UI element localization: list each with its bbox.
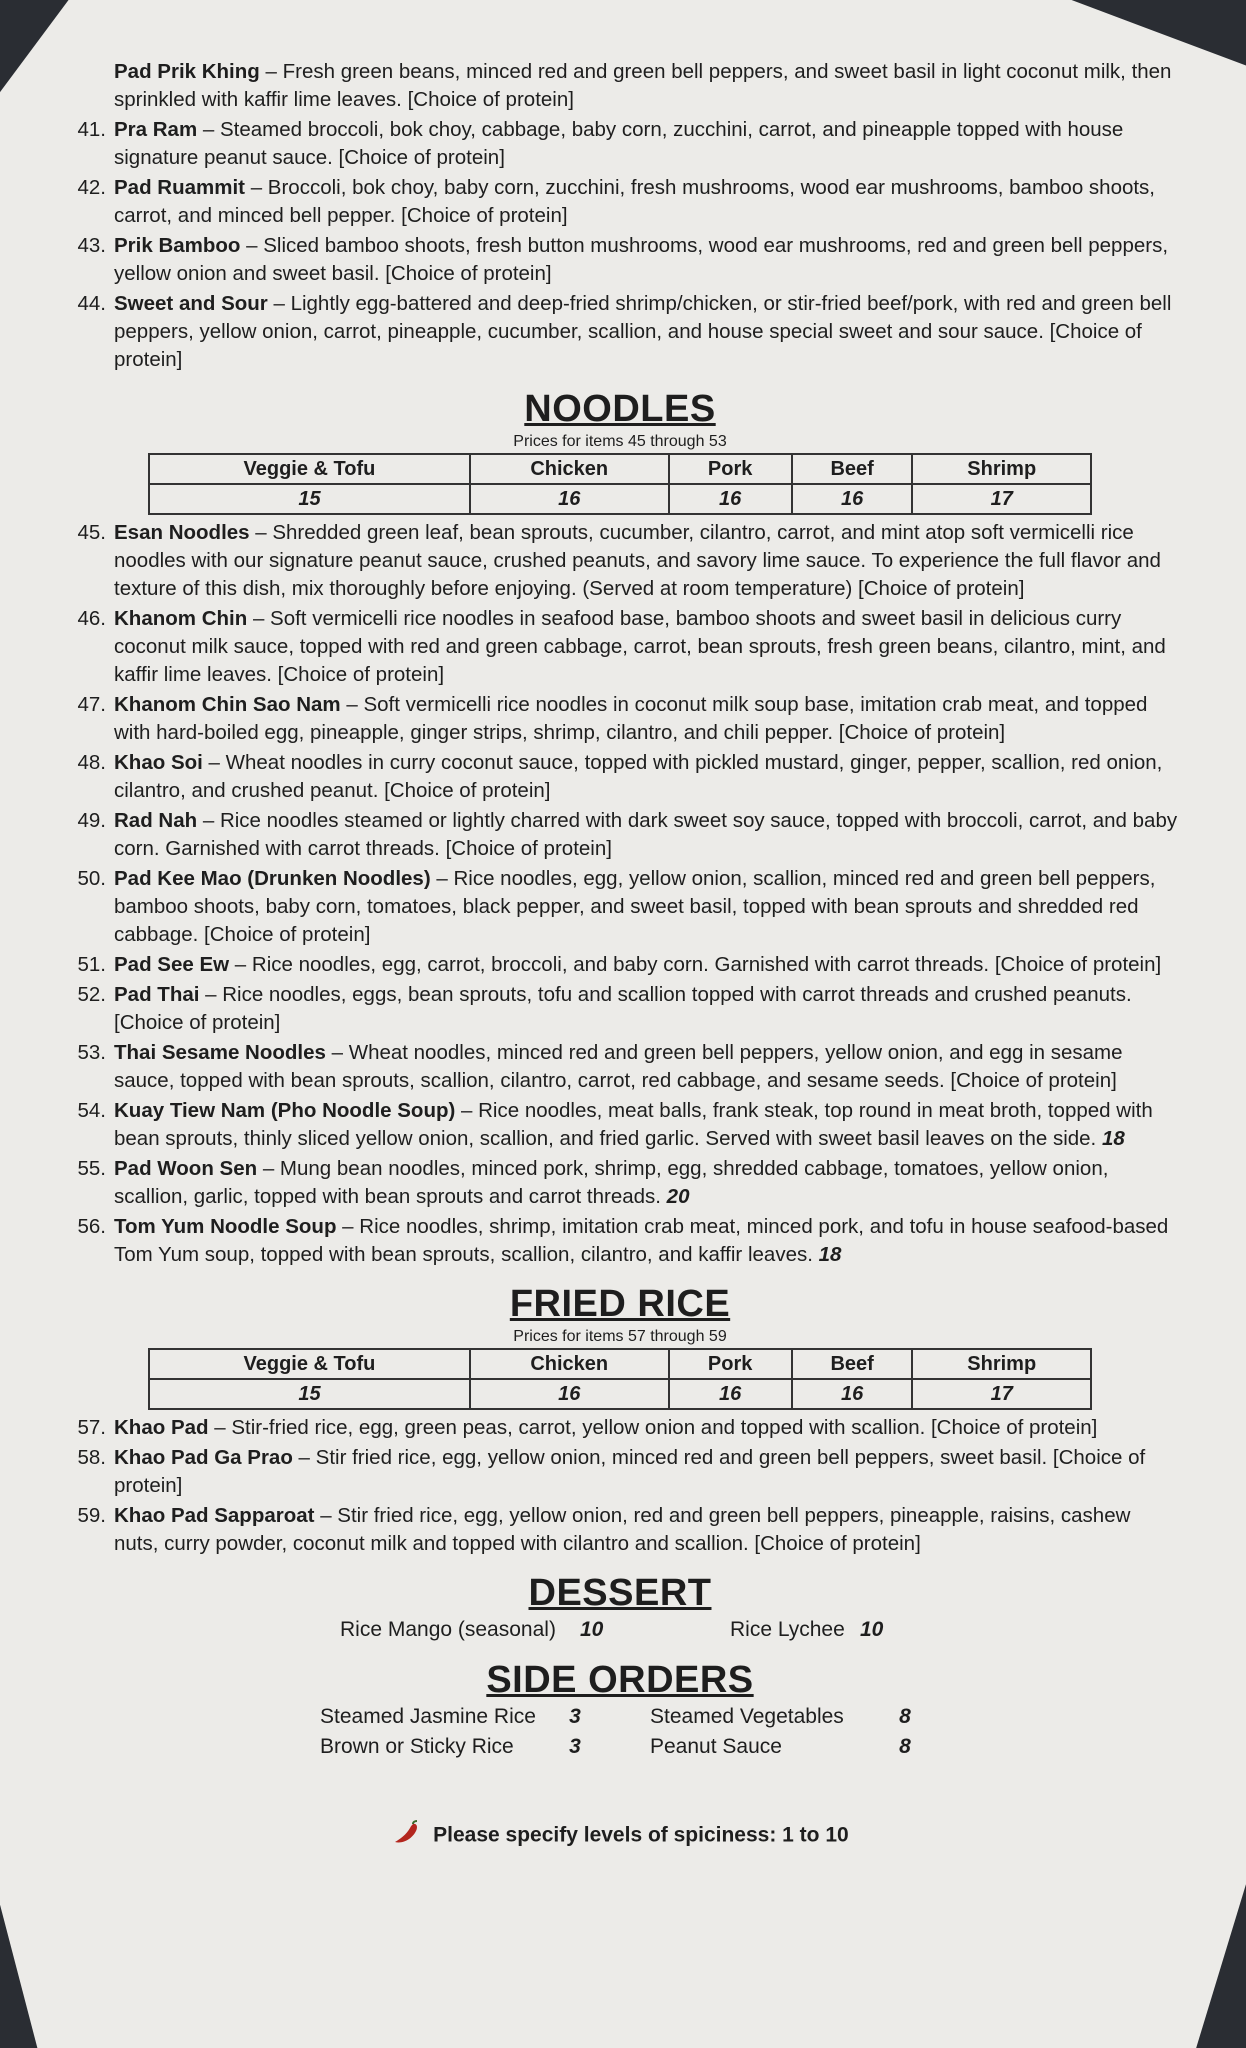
side-price: 8 [899, 1705, 911, 1728]
side-orders-title: SIDE ORDERS [486, 1659, 754, 1701]
item-name: Esan Noodles [114, 521, 250, 544]
price-value: 15 [149, 484, 470, 514]
price-value: 16 [470, 1379, 669, 1409]
item-description: – Sliced bamboo shoots, fresh button mushrooms, wood ear mushrooms, red and green bell peppers, yellow onion and sweet basil. [Choice of protein] [114, 234, 1169, 285]
item-description: – Broccoli, bok choy, baby corn, zucchini, fresh mushrooms, wood ear mushrooms, bamboo shoots, carrot, and minced bell pepper. [Choice of protein] [114, 176, 1156, 227]
price-value: 16 [470, 484, 669, 514]
item-name: Pra Ram [114, 118, 198, 141]
fried-rice-price-table [148, 1348, 1092, 1410]
item-number: 41. [77, 118, 106, 141]
price-header: Veggie & Tofu [149, 454, 470, 484]
item-number: 52. [77, 983, 106, 1006]
item-name: Pad Thai [114, 983, 200, 1006]
item-description: – Stir fried rice, egg, yellow onion, red and green bell peppers, pineapple, raisins, cashew nuts, curry powder, coconut milk and topped with cilantro and scallion. [Choice of protein] [114, 1504, 1131, 1555]
item-number: 47. [77, 693, 106, 716]
noodles-price-note: Prices for items 45 through 53 [513, 433, 727, 450]
menu-content [60, 58, 1180, 1852]
item-number: 49. [77, 809, 106, 832]
price-value: 16 [669, 484, 792, 514]
item-number: 58. [77, 1446, 106, 1469]
item-number: 45. [77, 521, 106, 544]
menu-item [60, 232, 1180, 288]
menu-item [60, 116, 1180, 172]
fried-rice-title: FRIED RICE [509, 1283, 731, 1325]
item-description: – Shredded green leaf, bean sprouts, cucumber, cilantro, carrot, and mint atop soft vermicelli rice noodles with our signature peanut sauce, crushed peanuts, and savory lime sauce. To experience the full flavor and texture of this dish, mix thoroughly before enjoying. (Served at room temperature) [Choice of protein] [114, 521, 1161, 600]
item-name: Pad Ruammit [114, 176, 245, 199]
item-description: – Rice noodles, egg, carrot, broccoli, and baby corn. Garnished with carrot threads. [Choice of protein] [229, 953, 1162, 976]
price-header: Shrimp [912, 454, 1091, 484]
price-header: Beef [792, 1349, 913, 1379]
price-header: Pork [669, 454, 792, 484]
item-name: Khanom Chin Sao Nam [114, 693, 341, 716]
price-value: 17 [912, 484, 1091, 514]
item-name: Pad See Ew [114, 953, 230, 976]
item-description: – Mung bean noodles, minced pork, shrimp, egg, shredded cabbage, tomatoes, yellow onion, scallion, garlic, topped with bean sprouts and carrot threads. [114, 1157, 1109, 1208]
menu-item [60, 1213, 1180, 1269]
side-row [60, 1702, 1180, 1732]
menu-item [60, 1097, 1180, 1153]
price-header: Shrimp [912, 1349, 1091, 1379]
item-name: Sweet and Sour [114, 292, 268, 315]
item-description: – Rice noodles, shrimp, imitation crab meat, minced pork, and tofu in house seafood-based Tom Yum soup, topped with bean sprouts, scallion, cilantro, and kaffir leaves. [114, 1215, 1169, 1266]
menu-item [60, 951, 1180, 979]
side-price: 3 [569, 1705, 581, 1728]
item-number: 59. [77, 1504, 106, 1527]
spiciness-text: Please specify levels of spiciness: 1 to 10 [433, 1823, 849, 1847]
item-number: 57. [77, 1416, 106, 1439]
item-name: Prik Bamboo [114, 234, 241, 257]
item-number: 43. [77, 234, 106, 257]
chili-pepper-icon [391, 1820, 421, 1852]
price-value: 15 [149, 1379, 470, 1409]
menu-item [60, 981, 1180, 1037]
item-name: Rad Nah [114, 809, 198, 832]
price-header: Pork [669, 1349, 792, 1379]
item-description: – Rice noodles, meat balls, frank steak, top round in meat broth, topped with bean sprouts, thinly sliced yellow onion, scallion, and fried garlic. Served with sweet basil leaves on the side. [114, 1099, 1153, 1150]
spiciness-note [60, 1820, 1180, 1852]
item-description: – Soft vermicelli rice noodles in seafood base, bamboo shoots and sweet basil in delicious curry coconut milk sauce, topped with red and green cabbage, carrot, bean sprouts, fresh green beans, cilantro, mint, and kaffir lime leaves. [Choice of protein] [114, 607, 1166, 686]
side-price: 8 [899, 1735, 911, 1758]
item-description: – Stir fried rice, egg, yellow onion, minced red and green bell peppers, sweet basil. [Choice of protein] [114, 1446, 1146, 1497]
item-number: 50. [77, 867, 106, 890]
dessert-price: 10 [860, 1618, 884, 1641]
item-name: Khanom Chin [114, 607, 248, 630]
noodle-items-list [60, 519, 1180, 1269]
item-description: – Wheat noodles, minced red and green bell peppers, yellow onion, and egg in sesame sauce, topped with bean sprouts, scallion, cilantro, carrot, red cabbage, and sesame seeds. [Choice of protein] [114, 1041, 1123, 1092]
item-name: Khao Pad [114, 1416, 209, 1439]
menu-item [60, 58, 1180, 114]
item-description: – Rice noodles steamed or lightly charred with dark sweet soy sauce, topped with broccoli, carrot, and baby corn. Garnished with carrot threads. [Choice of protein] [114, 809, 1178, 860]
dessert-price: 10 [580, 1618, 604, 1641]
menu-item [60, 174, 1180, 230]
item-name: Khao Pad Sapparoat [114, 1504, 315, 1527]
top-items-list [60, 58, 1180, 374]
item-name: Tom Yum Noodle Soup [114, 1215, 337, 1238]
item-number: 44. [77, 292, 106, 315]
item-description: – Soft vermicelli rice noodles in coconut milk soup base, imitation crab meat, and topped with hard-boiled egg, pineapple, ginger strips, shrimp, cilantro, and chili pepper. [Choice of protein] [114, 693, 1148, 744]
item-name: Pad Kee Mao (Drunken Noodles) [114, 867, 431, 890]
noodles-price-table [148, 453, 1092, 515]
dessert-row [60, 1615, 1180, 1645]
dessert-name: Rice Mango (seasonal) [340, 1618, 556, 1641]
item-number: 48. [77, 751, 106, 774]
item-name: Kuay Tiew Nam (Pho Noodle Soup) [114, 1099, 456, 1122]
price-header: Chicken [470, 454, 669, 484]
item-number: 46. [77, 607, 106, 630]
item-number: 51. [77, 953, 106, 976]
menu-item [60, 605, 1180, 689]
item-name: Khao Soi [114, 751, 203, 774]
price-value: 16 [669, 1379, 792, 1409]
dessert-name: Rice Lychee [730, 1618, 845, 1641]
item-description: – Rice noodles, egg, yellow onion, scallion, minced red and green bell peppers, bamboo shoots, baby corn, tomatoes, black pepper, and sweet basil, topped with bean sprouts and shredded red cabbage. [Choice of protein] [114, 867, 1156, 946]
item-number: 42. [77, 176, 106, 199]
price-header: Chicken [470, 1349, 669, 1379]
price-value: 17 [912, 1379, 1091, 1409]
menu-item [60, 691, 1180, 747]
item-name: Pad Woon Sen [114, 1157, 258, 1180]
item-number: 54. [77, 1099, 106, 1122]
fried-rice-price-note: Prices for items 57 through 59 [513, 1328, 727, 1345]
item-description: – Stir-fried rice, egg, green peas, carrot, yellow onion and topped with scallion. [Choice of protein] [208, 1416, 1098, 1439]
side-name: Steamed Jasmine Rice [320, 1705, 536, 1728]
menu-item [60, 807, 1180, 863]
menu-item [60, 1502, 1180, 1558]
menu-item [60, 865, 1180, 949]
menu-item [60, 749, 1180, 805]
side-row [60, 1732, 1180, 1762]
menu-item [60, 290, 1180, 374]
item-description: – Rice noodles, eggs, bean sprouts, tofu and scallion topped with carrot threads and crushed peanuts. [Choice of protein] [114, 983, 1132, 1034]
item-number: 56. [77, 1215, 106, 1238]
item-description: – Fresh green beans, minced red and green bell peppers, and sweet basil in light coconut milk, then sprinkled with kaffir lime leaves. [Choice of protein] [114, 60, 1172, 111]
item-price: 20 [666, 1185, 690, 1208]
menu-item [60, 1155, 1180, 1211]
price-value: 16 [792, 484, 913, 514]
price-value: 16 [792, 1379, 913, 1409]
dessert-title: DESSERT [528, 1572, 712, 1614]
item-price: 18 [818, 1243, 842, 1266]
item-description: – Lightly egg-battered and deep-fried shrimp/chicken, or stir-fried beef/pork, with red and green bell peppers, yellow onion, carrot, pineapple, cucumber, scallion, and house special sweet and sour sauce. [Choice of protein] [114, 292, 1172, 371]
menu-item [60, 519, 1180, 603]
side-price: 3 [569, 1735, 581, 1758]
item-number: 55. [77, 1157, 106, 1180]
menu-item [60, 1039, 1180, 1095]
item-name: Pad Prik Khing [114, 60, 260, 83]
price-header: Beef [792, 454, 913, 484]
side-name: Peanut Sauce [650, 1735, 782, 1758]
item-name: Thai Sesame Noodles [114, 1041, 326, 1064]
item-name: Khao Pad Ga Prao [114, 1446, 293, 1469]
item-price: 18 [1101, 1127, 1125, 1150]
menu-item [60, 1444, 1180, 1500]
side-name: Steamed Vegetables [650, 1705, 844, 1728]
price-header: Veggie & Tofu [149, 1349, 470, 1379]
fried-rice-items-list [60, 1414, 1180, 1558]
item-number: 53. [77, 1041, 106, 1064]
menu-item [60, 1414, 1180, 1442]
item-description: – Steamed broccoli, bok choy, cabbage, baby corn, zucchini, carrot, and pineapple topped with house signature peanut sauce. [Choice of protein] [114, 118, 1124, 169]
noodles-title: NOODLES [524, 388, 716, 430]
item-description: – Wheat noodles in curry coconut sauce, topped with pickled mustard, ginger, pepper, scallion, red onion, cilantro, and crushed peanut. [Choice of protein] [114, 751, 1163, 802]
side-name: Brown or Sticky Rice [320, 1735, 514, 1758]
